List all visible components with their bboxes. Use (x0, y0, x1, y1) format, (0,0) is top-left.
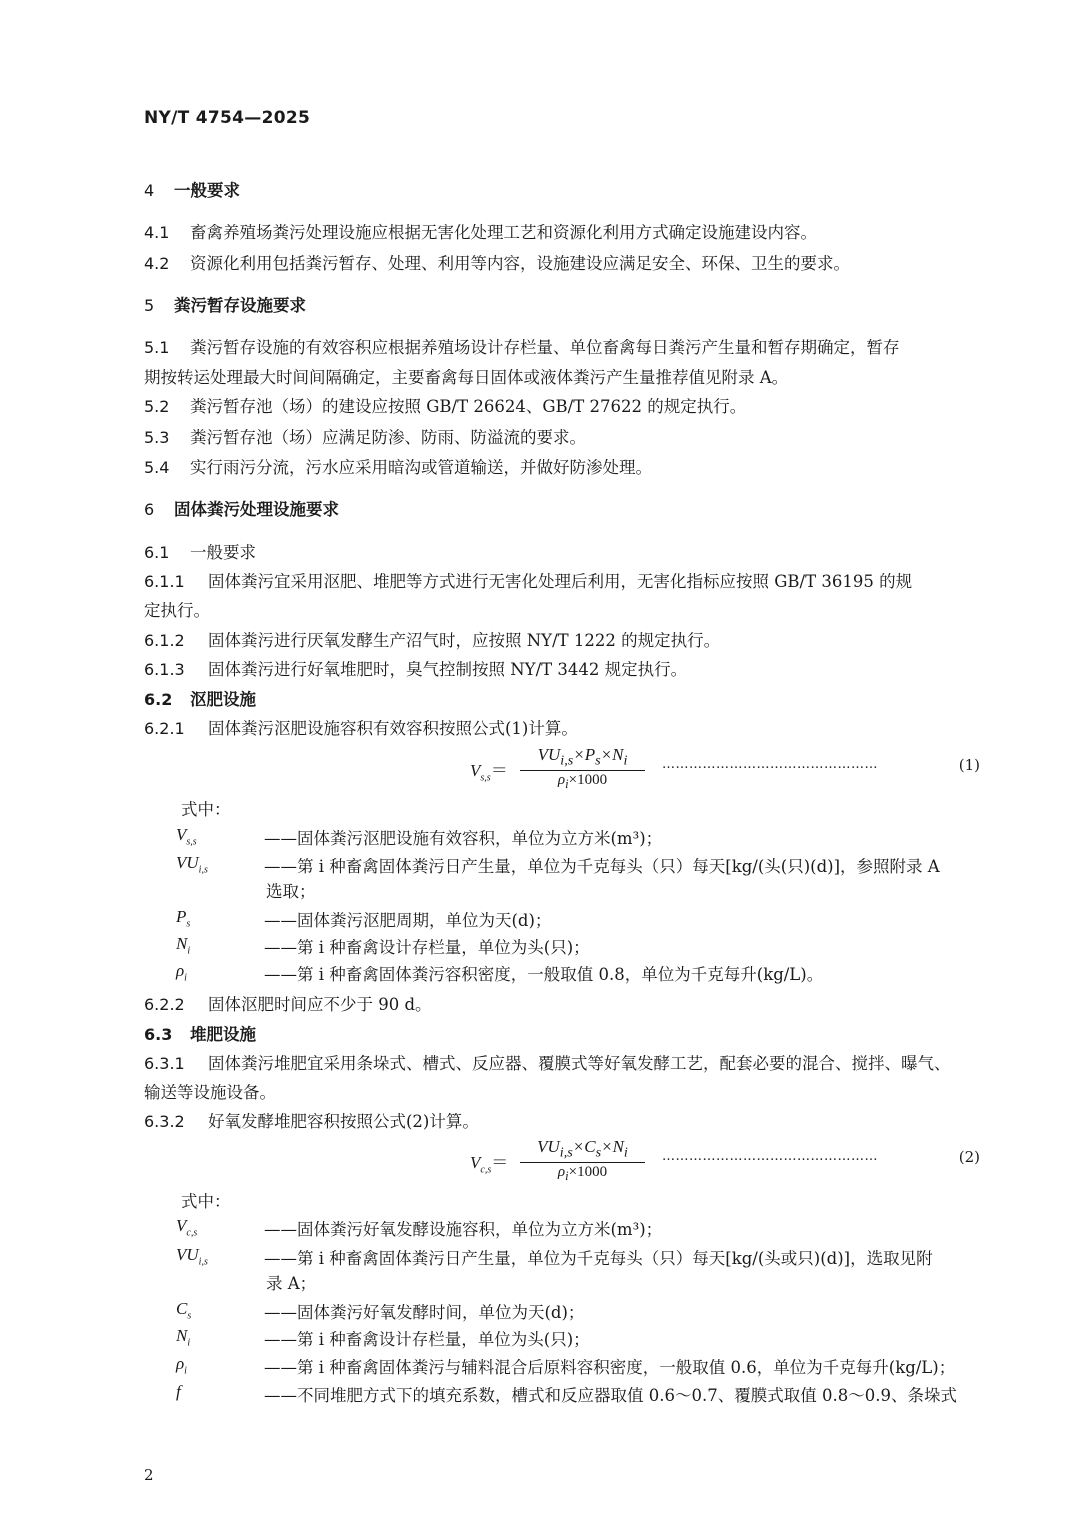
wherein-label: 式中： (181, 800, 231, 819)
clause-text: 粪污暂存池（场）的建设应按照 GB/T 26624、GB/T 27622 的规定执行。 (190, 397, 747, 416)
subscript: i (623, 752, 628, 769)
symbol (176, 961, 264, 983)
clause-text: 好氧发酵堆肥容积按照公式(2)计算。 (208, 1112, 479, 1131)
symbol-definition: ——固体粪污沤肥周期，单位为天(d)； (264, 911, 552, 930)
equals: ＝ (490, 761, 508, 780)
clause-text: 一般要求 (190, 543, 256, 562)
clause-title: 沤肥设施 (190, 690, 256, 709)
var: VU (537, 1137, 560, 1156)
clause-6-1-1 (144, 568, 912, 592)
var: ×N (600, 745, 624, 764)
fraction-bar (520, 1162, 645, 1163)
clause-text: 粪污暂存池（场）应满足防渗、防雨、防溢流的要求。 (190, 428, 586, 447)
symbol-definition: ——第 i 种畜禽固体粪污日产生量，单位为千克每头（只）每天[kg/(头(只)(d)]，参照附录 A (264, 857, 940, 876)
clause-6-2 (144, 686, 256, 710)
var: V (470, 1153, 481, 1172)
subscript: i,s (559, 1144, 573, 1161)
subscript: c,s (186, 1227, 198, 1239)
clause-text: 固体粪污沤肥设施容积有效容积按照公式(1)计算。 (208, 719, 578, 738)
clause-text: 畜禽养殖场粪污处理设施应根据无害化处理工艺和资源化利用方式确定设施建设内容。 (190, 223, 817, 242)
symbol (176, 1216, 264, 1238)
subscript: i (187, 1337, 191, 1349)
symbol (176, 934, 264, 956)
clause-5-4 (144, 454, 652, 478)
numerator (520, 745, 645, 769)
clause-text: 粪污暂存设施的有效容积应根据养殖场设计存栏量、单位畜禽每日粪污产生量和暂存期确定，暂存 (190, 338, 900, 357)
section-number: 4 (144, 181, 155, 200)
clause-text: 固体粪污进行好氧堆肥时，臭气控制按照 NY/T 3442 规定执行。 (208, 660, 688, 679)
clause-6-1 (144, 539, 256, 563)
section-title: 粪污暂存设施要求 (174, 296, 306, 315)
clause-number: 6.3 (144, 1025, 173, 1044)
wherein-label: 式中： (181, 1192, 231, 1211)
document-code: NY/T 4754—2025 (144, 108, 311, 128)
formula-lhs (470, 1148, 508, 1175)
formula-2 (470, 1137, 980, 1184)
subscript: i,s (198, 864, 208, 876)
var: ρ (176, 961, 185, 980)
subscript: i (565, 1169, 569, 1184)
symbol-definition: ——不同堆肥方式下的填充系数，槽式和反应器取值 0.6～0.7、覆膜式取值 0.8～0.9、条垛式 (264, 1386, 957, 1405)
clause-text: 固体粪污堆肥宜采用条垛式、槽式、反应器、覆膜式等好氧发酵工艺，配套必要的混合、搅拌、曝气、 (208, 1054, 951, 1073)
section-title: 一般要求 (174, 181, 240, 200)
clause-5-1 (144, 334, 900, 358)
section-number: 5 (144, 296, 155, 315)
symbol (176, 853, 264, 875)
clause-6-1-2 (144, 627, 720, 651)
clause-4-2 (144, 250, 850, 274)
subscript: s (186, 918, 191, 930)
clause-number: 6.1 (144, 543, 170, 562)
symbol-definition: ——固体粪污好氧发酵设施容积，单位为立方米(m³)； (264, 1220, 663, 1239)
equation-number: (1) (958, 756, 980, 774)
subscript: i (187, 945, 191, 957)
symbol (176, 1245, 264, 1267)
section-title: 固体粪污处理设施要求 (174, 500, 339, 519)
subscript: s,s (186, 836, 197, 848)
symbol-definition-continued: 录 A； (266, 1274, 317, 1293)
symbol (176, 1299, 264, 1321)
clause-5-2 (144, 393, 746, 417)
subscript: s (595, 752, 601, 769)
symbol-definition: ——第 i 种畜禽设计存栏量，单位为头(只)； (264, 938, 590, 957)
clause-6-3-2 (144, 1108, 479, 1132)
clause-number: 6.1.3 (144, 660, 185, 679)
section-number: 6 (144, 500, 155, 519)
subscript: s (187, 1310, 192, 1322)
subscript: i (184, 1365, 187, 1377)
clause-5-1-continued: 期按转运处理最大时间间隔确定，主要畜禽每日固体或液体粪污产生量推荐值见附录 A。 (144, 368, 789, 387)
clause-number: 6.1.1 (144, 572, 185, 591)
clause-number: 6.3.1 (144, 1054, 185, 1073)
var: V (176, 1216, 187, 1235)
symbol-definition: ——第 i 种畜禽固体粪污日产生量，单位为千克每头（只）每天[kg/(头或只)(d)]，选取见附 (264, 1249, 933, 1268)
var: ×1000 (568, 772, 608, 789)
var: ρ (176, 1354, 185, 1373)
var: V (470, 761, 481, 780)
section-6-heading (144, 496, 339, 520)
formula-1 (470, 745, 980, 792)
subscript: s (595, 1144, 602, 1161)
clause-title: 堆肥设施 (190, 1025, 256, 1044)
formula-lhs (470, 756, 508, 783)
var: P (176, 907, 187, 926)
clause-number: 5.1 (144, 338, 170, 357)
subscript: i (623, 1144, 628, 1161)
subscript: s,s (480, 772, 491, 784)
clause-6-1-3 (144, 656, 687, 680)
clause-text: 固体沤肥时间应不少于 90 d。 (208, 995, 432, 1014)
section-5-heading (144, 292, 306, 316)
fraction-bar (520, 770, 645, 771)
subscript: i (184, 972, 187, 984)
formula-fraction (520, 745, 645, 792)
var: ×1000 (568, 1164, 608, 1181)
subscript: i,s (198, 1256, 208, 1268)
clause-text: 资源化利用包括粪污暂存、处理、利用等内容，设施建设应满足安全、环保、卫生的要求。 (190, 254, 850, 273)
clause-6-3 (144, 1021, 256, 1045)
clause-number: 6.2.2 (144, 995, 185, 1014)
clause-text: 实行雨污分流，污水应采用暗沟或管道输送，并做好防渗处理。 (190, 458, 652, 477)
leader-dots: ………………………………………… (662, 1149, 878, 1164)
subscript: i (565, 777, 569, 792)
symbol-definition: ——第 i 种畜禽固体粪污与辅料混合后原料容积密度，一般取值 0.6，单位为千克每升(kg/L)； (264, 1358, 956, 1377)
denominator (520, 772, 645, 792)
var: f (176, 1382, 181, 1401)
leader-dots: ………………………………………… (662, 757, 878, 772)
clause-number: 6.1.2 (144, 631, 185, 650)
var: ×C (572, 1137, 596, 1156)
var: ρ (557, 1164, 566, 1181)
var: N (176, 1326, 188, 1345)
symbol (176, 907, 264, 929)
clause-6-1-1-continued: 定执行。 (144, 601, 210, 620)
clause-number: 4.2 (144, 254, 170, 273)
clause-6-2-2 (144, 991, 432, 1015)
symbol-definition: ——固体粪污好氧发酵时间，单位为天(d)； (264, 1303, 585, 1322)
var: ρ (557, 772, 566, 789)
clause-4-1 (144, 219, 817, 243)
symbol-definition-continued: 选取； (266, 882, 316, 901)
var: VU (537, 745, 561, 764)
clause-number: 5.2 (144, 397, 170, 416)
clause-text: 固体粪污进行厌氧发酵生产沼气时，应按照 NY/T 1222 的规定执行。 (208, 631, 721, 650)
equals: ＝ (491, 1153, 509, 1172)
numerator (520, 1137, 645, 1161)
clause-number: 6.3.2 (144, 1112, 185, 1131)
symbol-definition: ——第 i 种畜禽固体粪污容积密度，一般取值 0.8，单位为千克每升(kg/L)。 (264, 965, 824, 984)
var: ×P (573, 745, 596, 764)
clause-6-3-1-continued: 输送等设施设备。 (144, 1083, 276, 1102)
clause-number: 6.2.1 (144, 719, 185, 738)
symbol (176, 1382, 264, 1404)
var: ×N (601, 1137, 624, 1156)
clause-5-3 (144, 424, 586, 448)
var: N (176, 934, 188, 953)
symbol (176, 1354, 264, 1376)
symbol (176, 1326, 264, 1348)
clause-6-3-1 (144, 1050, 951, 1074)
equation-number: (2) (958, 1148, 980, 1166)
denominator (520, 1164, 645, 1184)
symbol-definition: ——固体粪污沤肥设施有效容积，单位为立方米(m³)； (264, 829, 663, 848)
subscript: i,s (560, 752, 574, 769)
var: VU (176, 1245, 199, 1264)
var: C (176, 1299, 188, 1318)
formula-fraction (520, 1137, 645, 1184)
clause-number: 5.3 (144, 428, 170, 447)
symbol (176, 825, 264, 847)
page-number: 2 (144, 1466, 154, 1484)
clause-number: 6.2 (144, 690, 173, 709)
var: VU (176, 853, 199, 872)
clause-text: 固体粪污宜采用沤肥、堆肥等方式进行无害化处理后利用，无害化指标应按照 GB/T 36195 的规 (208, 572, 913, 591)
subscript: c,s (480, 1164, 492, 1176)
var: V (176, 825, 187, 844)
clause-number: 4.1 (144, 223, 170, 242)
clause-number: 5.4 (144, 458, 170, 477)
section-4-heading (144, 177, 240, 201)
clause-6-2-1 (144, 715, 578, 739)
symbol-definition: ——第 i 种畜禽设计存栏量，单位为头(只)； (264, 1330, 590, 1349)
